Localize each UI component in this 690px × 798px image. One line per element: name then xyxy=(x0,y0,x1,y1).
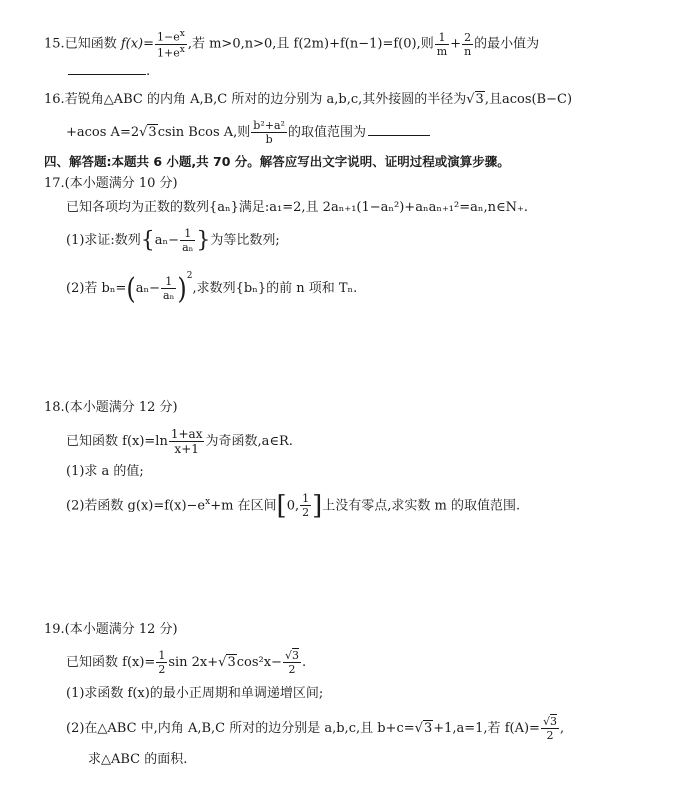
fraction: $\frac{\text{b²+a²}}{b}$ xyxy=(253,119,285,146)
question-number: 16. xyxy=(44,92,65,107)
fraction: $\frac{2}{n}$ xyxy=(464,30,472,58)
question-18-part2: (2)若函数 $g(x)=f(x)-e^x+m$ 在区间[0, $\frac{1}{2}$ ]上没有零点,求实数 m 的取值范围. xyxy=(66,490,521,521)
fraction: $\frac{1}{m}$ xyxy=(436,30,448,58)
fraction: $\frac{1-e^x}{1+e^x}$ xyxy=(157,29,185,60)
fraction: $\frac{1+ax}{x+1}$ xyxy=(170,427,203,456)
fraction: $\frac{1}{2}$ xyxy=(158,649,166,676)
sqrt: √3 xyxy=(466,92,484,107)
question-17-heading: 17.(本小题满分 10 分) xyxy=(44,176,178,191)
question-15-line2: . xyxy=(68,62,150,82)
question-17-stem: 已知各项均为正数的数列{aₙ}满足:a₁=2,且 2aₙ₊₁(1−aₙ²)+aₙaₙ₊₁²=aₙ,n∈N₊. xyxy=(66,200,528,215)
question-18-heading: 18.(本小题满分 12 分) xyxy=(44,400,178,415)
question-16-line2: +acos A=2√3csin Bcos A,则 $\frac{\text{b²+a²}}{b}$ 的取值范围为 xyxy=(66,120,430,145)
fraction: $\frac{1}{\text{aₙ}}$ xyxy=(182,227,194,254)
question-number: 15. xyxy=(44,36,65,52)
sqrt: √3 xyxy=(414,721,433,736)
answer-blank[interactable] xyxy=(68,62,146,75)
question-18-part1: (1)求 a 的值; xyxy=(66,464,144,479)
question-19-part2: (2)在△ABC 中,内角 A,B,C 所对的边分别是 a,b,c,且 b+c=√3+1,a=1,若 f(A)= $\frac{√3}{2}$ , xyxy=(66,715,565,742)
question-16-line1: 16.若锐角△ABC 的内角 A,B,C 所对的边分别为 a,b,c,其外接圆的半径为√3,且acos(B−C) xyxy=(44,90,572,110)
fraction: $\frac{√3}{2}$ xyxy=(284,649,299,676)
question-19-heading: 19.(本小题满分 12 分) xyxy=(44,622,178,637)
sqrt: √3 xyxy=(139,125,157,140)
question-17-part1: (1)求证:数列{aₙ− $\frac{1}{\text{aₙ}}$ }为等比数列; xyxy=(66,227,280,254)
question-15-line1: 15.已知函数 f(x)= $\frac{1-e^x}{1+e^x}$ ,若 m>0,n>0,且 f(2m)+f(n−1)=f(0),则 $\frac{1}{m}$ + $\frac{2}{n}$ 的最小值为 xyxy=(44,29,540,60)
question-19-part2-cont: 求△ABC 的面积. xyxy=(88,752,188,767)
question-19-part1: (1)求函数 f(x)的最小正周期和单调递增区间; xyxy=(66,686,324,701)
question-18-stem: 已知函数 f(x)=ln $\frac{1+ax}{x+1}$ 为奇函数,a∈R. xyxy=(66,427,293,456)
fraction: $\frac{√3}{2}$ xyxy=(542,715,557,742)
fraction: $\frac{1}{\text{aₙ}}$ xyxy=(163,275,175,302)
fraction: $\frac{1}{2}$ xyxy=(302,492,310,520)
answer-blank[interactable] xyxy=(368,123,430,136)
question-19-stem: 已知函数 f(x)= $\frac{1}{2}$ sin 2x+√3cos²x− $\frac{√3}{2}$ . xyxy=(66,649,307,676)
question-17-part2: (2)若 bₙ=(aₙ− $\frac{1}{\text{aₙ}}$ )$^2$,求数列{bₙ}的前 n 项和 Tₙ. xyxy=(66,271,358,306)
sqrt: √3 xyxy=(218,655,236,670)
section-header: 四、解答题:本题共 6 小题,共 70 分。解答应写出文字说明、证明过程或演算步骤。 xyxy=(44,154,510,169)
